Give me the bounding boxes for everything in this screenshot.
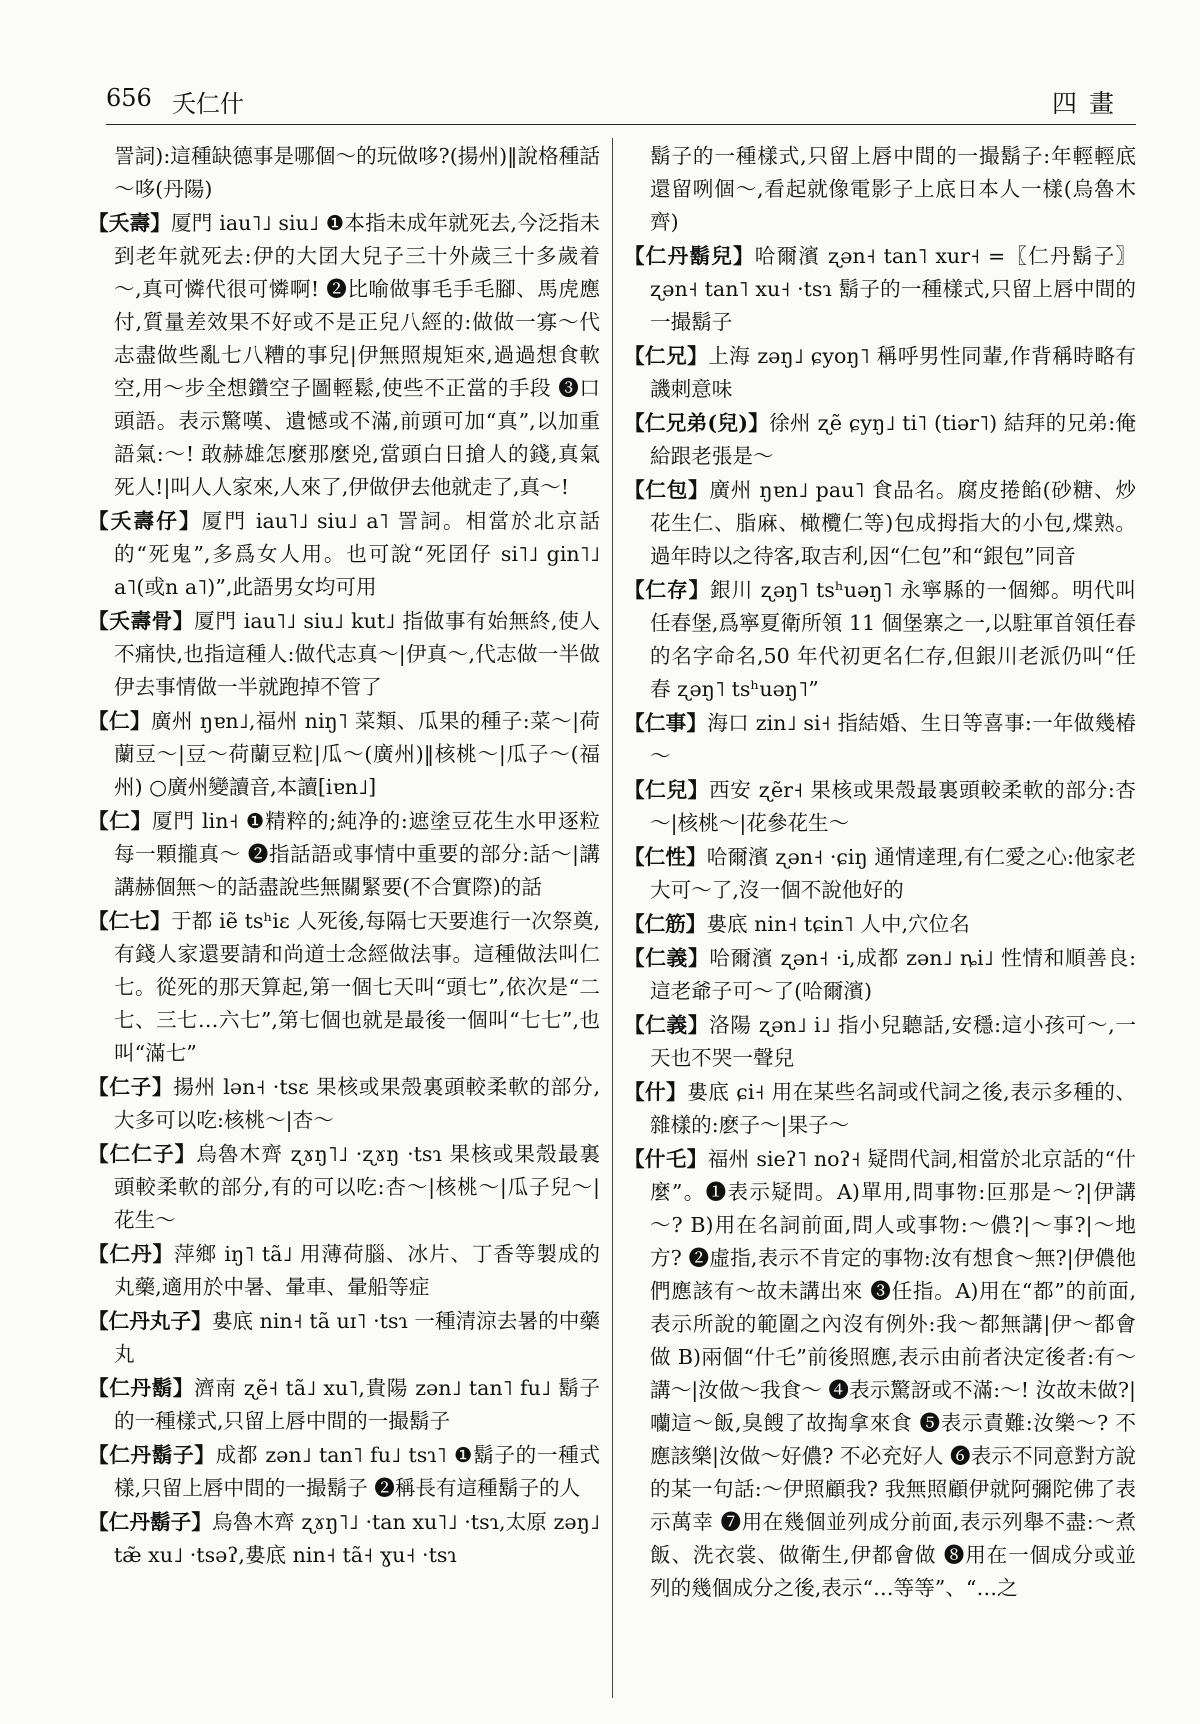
entry-text: 厦門 iau˥˩ siu˩ a˥ 詈詞。相當於北京話的“死鬼”,多爲女人用。也可說“死囝仔 si˥˩ gin˥˩ a˥(或n a˥)”,此語男女均可用 [114,509,601,599]
entry-headword: 【仁七】 [88,909,171,933]
dictionary-entry [624,474,1136,573]
entry-headword: 【仁義】 [624,946,710,970]
entry-text: 上海 zəŋ˩ ɕyoŋ˥ 稱呼男性同輩,作背稱時略有譏刺意味 [650,344,1136,401]
entry-headword: 【什】 [624,1080,688,1104]
continued-entry [88,140,600,206]
entry-text: 徐州 ʐẽ ɕyŋ˩ ti˥ (tiər˥) 結拜的兄弟:俺給跟老張是～ [650,411,1136,468]
entry-headword: 【仁兄弟(兒)】 [624,411,770,435]
entry-text: 厦門 iau˥˩ siu˩ ❶本指未成年就死去,今泛指未到老年就死去:伊的大囝大兒子三十外歲三十多歲着～,真可憐代很可憐啊! ❷比喻做事毛手毛腳、馬虎應付,質量差效果不好或不是正兒八經的:做做一寡～代志盡做些亂七八糟的事兒|伊無照規矩來,過過想食軟空,用～步全想鑽空子圖輕鬆,使些不正當的手段 ❸口頭語。表示驚嘆、遺憾或不滿,前頭可加“真”,以加重語氣:～! 敢赫雄怎麼那麼兇,當頭白日搶人的錢,真氣死人!|叫人人家來,人來了,伊做伊去他就走了,真～! [114,211,600,499]
entry-text: 哈爾濱 ʐən˧ ·ɕiŋ 通情達理,有仁愛之心:他家老大可～了,沒一個不說他好的 [650,845,1136,902]
entry-headword: 【仁事】 [624,711,708,735]
entry-text: 哈爾濱 ʐən˧ tan˥ xur˧ =〖仁丹鬍子〗ʐən˧ tan˥ xu˧ ·tsɿ 鬍子的一種樣式,只留上唇中間的一撮鬍子 [650,244,1136,334]
entry-headword: 【仁丹鬍子】 [88,1443,216,1467]
entry-headword: 【仁存】 [624,578,711,602]
dictionary-entry [624,1009,1136,1075]
entry-text: 烏魯木齊 ʐɤŋ˥˩ ·ʐɤŋ ·tsɿ 果核或果殼最裏頭較柔軟的部分,有的可以吃:杏～|核桃～|瓜子兒～|花生～ [114,1142,601,1232]
dictionary-entry [88,1138,600,1237]
entry-headword: 【夭壽骨】 [88,609,195,633]
dictionary-entry [88,705,600,804]
entry-headword: 【仁仁子】 [88,1142,197,1166]
entry-text: 婁底 nin˧ tã uɪ˥ ·tsɿ 一種清涼去暑的中藥丸 [114,1309,600,1366]
entry-text: 廣州 ŋɐn˩,福州 niŋ˥ 菜類、瓜果的種子:菜～|荷蘭豆～|豆～荷蘭豆粒|瓜～(廣州)‖核桃～|瓜子～(福州) ○廣州變讀音,本讀[iɐn˩] [114,709,601,799]
entry-text: 銀川 ʐəŋ˥ tsʰuəŋ˥ 永寧縣的一個鄉。明代叫任春堡,爲寧夏衛所領 11 個堡寨之一,以駐軍首領任春的名字命名,50 年代初更名仁存,但銀川老派仍叫“任春 ʐəŋ˥ tsʰuəŋ˥” [650,578,1136,701]
entry-text: 婁底 ɕi˧ 用在某些名詞或代詞之後,表示多種的、雜樣的:麽子～|果子～ [650,1080,1137,1137]
dictionary-entry [88,1506,600,1572]
entry-headword: 【夭壽】 [88,211,172,235]
dictionary-entry [624,574,1136,706]
dictionary-entry [88,207,600,504]
dictionary-entry [88,605,600,704]
dictionary-entry [88,1439,600,1505]
entry-text: 婁底 nin˧ tɕin˥ 人中,穴位名 [706,912,970,936]
dictionary-entry [88,1238,600,1304]
section-label: 四畫 [1051,89,1126,118]
dictionary-entry [624,774,1136,840]
entry-text: 福州 sieʔ˥ noʔ˧ 疑問代詞,相當於北京話的“什麼”。❶表示疑問。A)單用,問事物:叵那是～?|伊講～? B)用在名詞前面,問人或事物:～儂?|～事?|～地方? ❷虛指,表示不肯定的事物:汝有想食～無?|伊儂他們應該有～故未講出來 ❸任指。A)用在“都”的前面,表示所說的範圍之內沒有例外:我～都無講|伊～都會做 B)兩個“什乇”前後照應,表示由前者決定後者:有～講～|汝做～我食～ ❹表示驚訝或不滿:～! 汝故未做?|囒這～飯,臭餿了故掏拿來食 ❺表示責難:汝樂～? 不應該樂|汝做～好儂? 不必充好人 ❻表示不同意對方說的某一句話:～伊照顧我? 我無照顧伊就阿彌陀佛了表示萬幸 ❼用在幾個並列成分前面,表示列舉不盡:～煮飯、洗衣裳、做衛生,伊都會做 ❽用在一個成分或並列的幾個成分之後,表示“…等等”、“…之 [650,1147,1137,1600]
entry-headword: 【仁丹】 [88,1242,174,1266]
entry-headword: 【夭壽仔】 [88,509,202,533]
entry-text: 成都 zən˩ tan˥ fu˩ tsɿ˥ ❶鬍子的一種式樣,只留上唇中間的一撮鬍子 ❷稱長有這種鬍子的人 [114,1443,600,1500]
page-header [106,84,1136,125]
entry-headword: 【仁性】 [624,845,707,869]
entry-headword: 【仁丹鬍兒】 [624,244,755,268]
entry-text: 濟南 ʐẽ˧ tã˩ xu˥,貴陽 zən˩ tan˥ fu˩ 鬍子的一種樣式,只留上唇中間的一撮鬍子 [114,1376,600,1433]
dictionary-entry [624,841,1136,907]
entry-headword: 【仁丹丸子】 [88,1309,212,1333]
entry-text: 烏魯木齊 ʐɤŋ˥˩ ·tan xu˥˩ ·tsɿ,太原 zəŋ˩ tæ̃ xu˩ ·tsəʔ,婁底 nin˧ tã˧ ɣu˧ ·tsɿ [114,1510,600,1567]
entry-text: 海口 zin˩ si˧ 指結婚、生日等喜事:一年做幾椿～ [650,711,1136,768]
entry-text: 厦門 lin˧ ❶精粹的;純净的:遮塗豆花生水甲逐粒每一顆攏真～ ❷指話語或事情中重要的部分:話～|講講赫個無～的話盡說些無關緊要(不合實際)的話 [114,809,600,899]
entry-headword: 【仁丹鬍子】 [88,1510,213,1534]
left-column [88,140,600,1573]
entry-text: 詈詞):這種缺德事是哪個～的玩做哆?(揚州)‖說格種話～哆(丹陽) [114,144,600,201]
dictionary-entry [88,505,600,604]
entry-headword: 【仁】 [88,809,153,833]
entry-headword: 【仁兒】 [624,778,709,802]
dictionary-entry [88,1372,600,1438]
entry-text: 鬍子的一種樣式,只留上唇中間的一撮鬍子:年輕輕底還留咧個～,看起就像電影子上底日本人一樣(烏魯木齊) [650,144,1136,234]
entry-text: 哈爾濱 ʐən˧ ·i,成都 zən˩ ȵi˩ 性情和順善良:這老爺子可～了(哈爾濱) [650,946,1137,1003]
column-divider [612,138,613,1698]
dictionary-entry [88,1305,600,1371]
entry-headword: 【仁子】 [88,1075,174,1099]
entry-headword: 【什乇】 [624,1147,708,1171]
right-column [624,140,1136,1606]
dictionary-entry [624,240,1136,339]
continued-entry [624,140,1136,239]
entry-headword: 【仁筋】 [624,912,707,936]
running-title: 夭仁什 [172,90,244,118]
entry-text: 萍鄉 iŋ˥ tã˩ 用薄荷腦、冰片、丁香等製成的丸藥,適用於中暑、暈車、暈船等症 [114,1242,600,1299]
dictionary-entry [624,1076,1136,1142]
dictionary-entry [624,707,1136,773]
entry-headword: 【仁義】 [624,1013,710,1037]
dictionary-entry [88,1071,600,1137]
entry-text: 揚州 lən˧ ·tsɛ 果核或果殼裏頭較柔軟的部分,大多可以吃:核桃～|杏～ [114,1075,601,1132]
entry-headword: 【仁】 [88,709,151,733]
entry-text: 于都 iẽ tsʰiɛ 人死後,每隔七天要進行一次祭奠,有錢人家還要請和尚道士念經做法事。這種做法叫仁七。從死的那天算起,第一個七天叫“頭七”,依次是“二七、三七…六七”,第七個也就是最後一個叫“七七”,也叫“滿七” [114,909,601,1065]
entry-text: 西安 ʐẽr˧ 果核或果殼最裏頭較柔軟的部分:杏～|核桃～|花參花生～ [650,778,1137,835]
dictionary-entry [88,905,600,1070]
dictionary-entry [624,1143,1136,1605]
entry-text: 廣州 ŋɐn˩ pau˥ 食品名。腐皮捲餡(砂糖、炒花生仁、脂麻、橄欖仁等)包成拇指大的小包,煠熟。過年時以之待客,取吉利,因“仁包”和“銀包”同音 [650,478,1137,568]
entry-headword: 【仁兄】 [624,344,709,368]
dictionary-entry [624,908,1136,941]
dictionary-entry [624,407,1136,473]
dictionary-entry [624,942,1136,1008]
dictionary-entry [624,340,1136,406]
entry-headword: 【仁包】 [624,478,710,502]
entry-text: 厦門 iau˥˩ siu˩ kut˩ 指做事有始無終,使人不痛快,也指這種人:做代志真～|伊真～,代志做一半做伊去事情做一半就跑掉不管了 [114,609,601,699]
page-number: 656 [106,84,152,112]
dictionary-entry [88,805,600,904]
entry-headword: 【仁丹鬍】 [88,1376,195,1400]
entry-text: 洛陽 ʐən˩ i˩ 指小兒聽話,安穩:這小孩可～,一天也不哭一聲兒 [650,1013,1136,1070]
